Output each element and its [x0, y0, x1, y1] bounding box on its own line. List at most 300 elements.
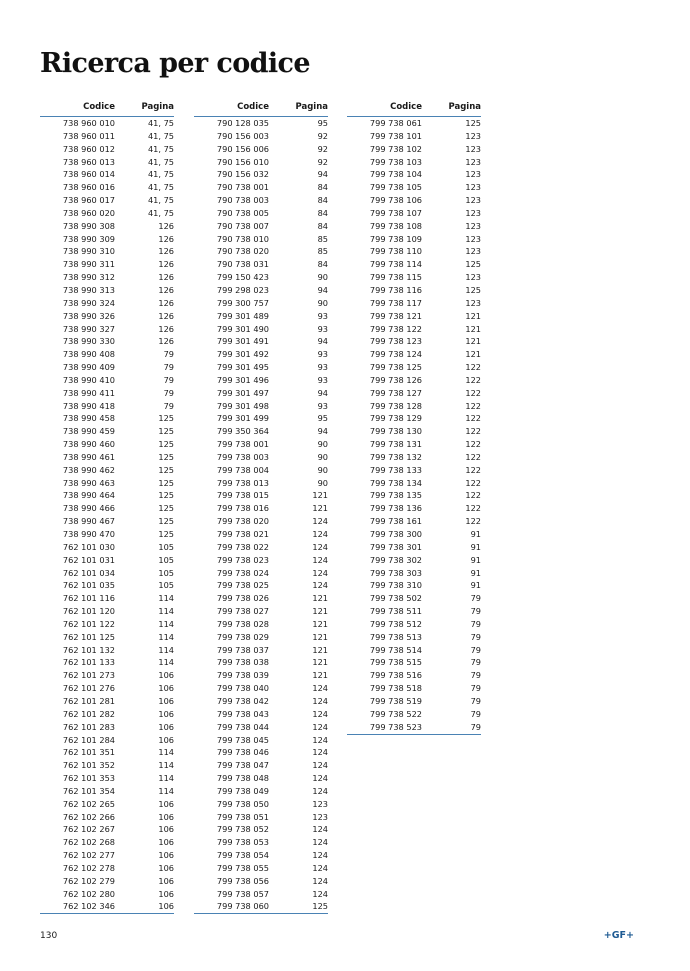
page-ref: 123: [465, 156, 481, 167]
article-code: 738 990 313: [62, 284, 115, 295]
page-ref: 79: [470, 593, 481, 604]
article-code: 799 738 027: [216, 606, 269, 617]
index-row: [194, 567, 328, 580]
article-code: 738 990 411: [62, 387, 115, 398]
page-ref: 123: [465, 182, 481, 193]
article-code: 738 990 458: [62, 413, 115, 424]
index-row: [40, 759, 174, 772]
article-code: 799 738 026: [216, 593, 269, 604]
article-code: 799 738 020: [216, 516, 269, 527]
index-row: [347, 412, 481, 425]
article-code: 738 990 309: [62, 233, 115, 244]
page-ref: 114: [158, 593, 174, 604]
article-code: 799 738 303: [369, 567, 422, 578]
index-row: [40, 412, 174, 425]
article-code: 762 102 346: [62, 901, 115, 912]
page-ref: 122: [465, 374, 481, 385]
article-code: 799 738 515: [369, 657, 422, 668]
page-ref: 79: [470, 721, 481, 732]
page-ref: 124: [312, 541, 328, 552]
article-code: 762 101 034: [62, 567, 115, 578]
page-ref: 41, 75: [147, 118, 174, 128]
index-row: [194, 220, 328, 233]
page-ref: 106: [158, 734, 174, 745]
article-code: 799 738 054: [216, 850, 269, 861]
page-ref: 122: [465, 400, 481, 411]
article-code: 799 738 048: [216, 773, 269, 784]
article-code: 790 738 003: [216, 195, 269, 206]
article-code: 799 738 024: [216, 567, 269, 578]
article-code: 799 738 110: [369, 246, 422, 257]
page-ref: 84: [317, 220, 328, 231]
article-code: 799 738 023: [216, 554, 269, 565]
index-row: [194, 168, 328, 181]
index-row: [40, 541, 174, 554]
page-ref: 121: [465, 310, 481, 321]
index-row: [347, 348, 481, 361]
article-code: 738 990 466: [62, 503, 115, 514]
article-code: 799 738 029: [216, 631, 269, 642]
index-row: [194, 310, 328, 323]
column-header: [40, 99, 174, 117]
index-row: [40, 323, 174, 336]
page-ref: 93: [317, 323, 328, 334]
article-code: 738 990 409: [62, 362, 115, 373]
page-ref: 124: [312, 529, 328, 539]
index-row: [347, 489, 481, 502]
article-code: 799 738 512: [369, 618, 422, 629]
page-ref: 123: [465, 130, 481, 141]
index-row: [194, 875, 328, 888]
page-ref: 114: [158, 606, 174, 617]
page-title: Ricerca per codice: [40, 48, 310, 79]
index-row: [347, 271, 481, 284]
page-ref: 126: [158, 336, 174, 347]
index-row: [40, 502, 174, 515]
page-ref: 79: [470, 606, 481, 617]
article-code: 799 738 134: [369, 477, 422, 488]
page-ref: 106: [158, 901, 174, 912]
article-code: 799 738 060: [216, 901, 269, 912]
article-code: 799 738 125: [369, 362, 422, 373]
page-ref: 84: [317, 207, 328, 218]
index-row: [194, 323, 328, 336]
index-row: [194, 284, 328, 297]
page-number: 130: [40, 931, 58, 941]
page-ref: 124: [312, 683, 328, 694]
index-column-1: [40, 99, 174, 914]
page-ref: 126: [158, 284, 174, 295]
article-code: 799 738 502: [369, 593, 422, 604]
index-row: [40, 297, 174, 310]
page-ref: 122: [465, 464, 481, 475]
index-row: [40, 438, 174, 451]
article-code: 799 738 038: [216, 657, 269, 668]
page-ref: 124: [312, 734, 328, 745]
index-row: [40, 348, 174, 361]
page-ref: 106: [158, 721, 174, 732]
page-ref: 124: [312, 888, 328, 899]
index-row: [40, 734, 174, 747]
article-code: 799 738 114: [369, 259, 422, 270]
index-row: [194, 528, 328, 541]
page-ref: 123: [465, 233, 481, 244]
article-code: 738 960 017: [62, 195, 115, 206]
index-row: [194, 464, 328, 477]
article-code: 799 738 511: [369, 606, 422, 617]
page-ref: 105: [158, 580, 174, 591]
index-row: [40, 400, 174, 413]
page-ref: 85: [317, 246, 328, 257]
index-row: [40, 233, 174, 246]
index-row: [194, 194, 328, 207]
page-ref: 124: [312, 875, 328, 886]
article-code: 738 990 310: [62, 246, 115, 257]
page-ref: 114: [158, 631, 174, 642]
page-ref: 90: [317, 439, 328, 450]
page-ref: 106: [158, 683, 174, 694]
column-header: [194, 99, 328, 117]
index-row: [347, 310, 481, 323]
page-ref: 125: [158, 516, 174, 527]
page-ref: 94: [317, 284, 328, 295]
page-ref: 123: [312, 811, 328, 822]
page-ref: 79: [163, 387, 174, 398]
article-code: 799 738 055: [216, 862, 269, 873]
page-ref: 126: [158, 259, 174, 270]
index-row: [347, 361, 481, 374]
article-code: 762 101 353: [62, 773, 115, 784]
index-row: [194, 823, 328, 836]
page-ref: 106: [158, 695, 174, 706]
page-ref: 125: [158, 413, 174, 424]
article-code: 799 738 022: [216, 541, 269, 552]
gf-logo: +GF+: [603, 930, 634, 941]
page-ref: 122: [465, 362, 481, 373]
article-code: 799 738 519: [369, 695, 422, 706]
article-code: 790 738 005: [216, 207, 269, 218]
page-ref: 94: [317, 426, 328, 437]
article-code: 762 101 284: [62, 734, 115, 745]
article-code: 738 990 408: [62, 349, 115, 360]
page-ref: 121: [465, 323, 481, 334]
article-code: 799 738 124: [369, 349, 422, 360]
article-code: 799 738 128: [369, 400, 422, 411]
index-row: [194, 245, 328, 258]
index-row: [194, 117, 328, 130]
page-ref: 79: [163, 362, 174, 373]
page-ref: 94: [317, 336, 328, 347]
article-code: 799 738 040: [216, 683, 269, 694]
article-code: 762 101 125: [62, 631, 115, 642]
index-row: [40, 271, 174, 284]
index-row: [40, 387, 174, 400]
index-rows: [347, 117, 481, 735]
article-code: 799 738 523: [369, 721, 422, 732]
index-row: [194, 541, 328, 554]
page-ref: 124: [312, 862, 328, 873]
index-row: [194, 554, 328, 567]
page-ref: 125: [158, 477, 174, 488]
article-code: 738 960 016: [62, 182, 115, 193]
page-ref: 125: [158, 451, 174, 462]
page-ref: 125: [158, 529, 174, 539]
article-code: 790 156 032: [216, 169, 269, 180]
index-row: [347, 631, 481, 644]
page-ref: 91: [470, 580, 481, 591]
article-code: 799 738 109: [369, 233, 422, 244]
index-rows: [40, 117, 174, 914]
article-code: 799 738 061: [369, 118, 422, 128]
page-ref: 41, 75: [147, 207, 174, 218]
page-ref: 105: [158, 567, 174, 578]
article-code: 738 990 311: [62, 259, 115, 270]
article-code: 738 990 410: [62, 374, 115, 385]
index-row: [347, 618, 481, 631]
index-row: [194, 721, 328, 734]
index-row: [40, 194, 174, 207]
page-ref: 126: [158, 220, 174, 231]
index-row: [40, 644, 174, 657]
index-row: [40, 811, 174, 824]
index-row: [40, 335, 174, 348]
page-ref: 41, 75: [147, 169, 174, 180]
page-ref: 79: [163, 400, 174, 411]
page-ref: 121: [312, 657, 328, 668]
article-code: 799 738 103: [369, 156, 422, 167]
page-ref: 125: [158, 464, 174, 475]
page-ref: 124: [312, 785, 328, 796]
page-ref: 92: [317, 143, 328, 154]
page-ref: 124: [312, 773, 328, 784]
article-code: 762 101 281: [62, 695, 115, 706]
page-ref: 121: [312, 593, 328, 604]
article-code: 790 738 001: [216, 182, 269, 193]
page-ref: 114: [158, 618, 174, 629]
article-code: 799 738 042: [216, 695, 269, 706]
page-ref: 114: [158, 747, 174, 758]
page-ref: 124: [312, 580, 328, 591]
page-ref: 41, 75: [147, 156, 174, 167]
article-code: 762 101 116: [62, 593, 115, 604]
index-row: [194, 900, 328, 914]
index-row: [194, 798, 328, 811]
article-code: 738 960 013: [62, 156, 115, 167]
page-ref: 124: [312, 695, 328, 706]
article-code: 799 738 300: [369, 529, 422, 539]
page-ref: 84: [317, 195, 328, 206]
article-code: 799 738 052: [216, 824, 269, 835]
article-code: 799 738 132: [369, 451, 422, 462]
page-ref: 126: [158, 323, 174, 334]
article-code: 799 738 516: [369, 670, 422, 681]
article-code: 738 990 464: [62, 490, 115, 501]
page-ref: 123: [465, 195, 481, 206]
page-ref: 125: [465, 259, 481, 270]
index-row: [40, 515, 174, 528]
index-row: [194, 412, 328, 425]
index-row: [194, 438, 328, 451]
index-row: [40, 669, 174, 682]
article-code: 762 101 035: [62, 580, 115, 591]
index-row: [347, 669, 481, 682]
article-code: 799 738 104: [369, 169, 422, 180]
page-ref: 106: [158, 824, 174, 835]
page-ref: 122: [465, 387, 481, 398]
article-code: 762 101 133: [62, 657, 115, 668]
index-row: [347, 708, 481, 721]
article-code: 799 738 108: [369, 220, 422, 231]
index-row: [194, 644, 328, 657]
code-header: Codice: [237, 102, 269, 112]
page-ref: 125: [158, 503, 174, 514]
article-code: 799 738 131: [369, 439, 422, 450]
page-ref: 106: [158, 670, 174, 681]
index-row: [194, 156, 328, 169]
page-ref: 41, 75: [147, 143, 174, 154]
article-code: 799 738 107: [369, 207, 422, 218]
index-row: [40, 823, 174, 836]
index-row: [40, 554, 174, 567]
article-code: 738 990 463: [62, 477, 115, 488]
index-row: [40, 746, 174, 759]
article-code: 738 990 459: [62, 426, 115, 437]
article-code: 799 350 364: [216, 426, 269, 437]
page-ref: 106: [158, 850, 174, 861]
index-row: [194, 836, 328, 849]
page-ref: 122: [465, 490, 481, 501]
page-ref: 122: [465, 439, 481, 450]
index-row: [347, 220, 481, 233]
article-code: 790 738 031: [216, 259, 269, 270]
article-code: 799 738 015: [216, 490, 269, 501]
index-row: [40, 875, 174, 888]
article-code: 799 738 122: [369, 323, 422, 334]
page-ref: 122: [465, 426, 481, 437]
index-row: [347, 194, 481, 207]
index-row: [347, 117, 481, 130]
page-ref: 121: [312, 631, 328, 642]
article-code: 799 301 491: [216, 336, 269, 347]
page-ref: 91: [470, 554, 481, 565]
article-code: 799 738 136: [369, 503, 422, 514]
page-ref: 90: [317, 477, 328, 488]
article-code: 762 101 132: [62, 644, 115, 655]
index-row: [40, 181, 174, 194]
page-ref: 122: [465, 516, 481, 527]
article-code: 799 738 004: [216, 464, 269, 475]
index-row: [40, 721, 174, 734]
page-ref: 93: [317, 362, 328, 373]
page-header: Pagina: [295, 102, 328, 112]
article-code: 799 738 129: [369, 413, 422, 424]
index-row: [40, 451, 174, 464]
article-code: 799 738 046: [216, 747, 269, 758]
page-header: Pagina: [141, 102, 174, 112]
page-ref: 124: [312, 721, 328, 732]
index-row: [194, 400, 328, 413]
page-ref: 123: [465, 169, 481, 180]
index-row: [40, 900, 174, 914]
article-code: 762 102 266: [62, 811, 115, 822]
index-row: [40, 361, 174, 374]
page-ref: 122: [465, 503, 481, 514]
index-row: [347, 156, 481, 169]
index-row: [194, 772, 328, 785]
page-ref: 123: [465, 297, 481, 308]
page-ref: 79: [163, 374, 174, 385]
index-row: [40, 143, 174, 156]
article-code: 738 990 462: [62, 464, 115, 475]
index-row: [40, 528, 174, 541]
article-code: 799 738 001: [216, 439, 269, 450]
index-row: [40, 425, 174, 438]
article-code: 799 738 003: [216, 451, 269, 462]
index-row: [40, 477, 174, 490]
article-code: 762 101 351: [62, 747, 115, 758]
page-ref: 105: [158, 554, 174, 565]
index-row: [40, 605, 174, 618]
page-ref: 124: [312, 708, 328, 719]
index-row: [40, 695, 174, 708]
page-ref: 122: [465, 413, 481, 424]
article-code: 762 101 031: [62, 554, 115, 565]
page-ref: 93: [317, 349, 328, 360]
code-header: Codice: [390, 102, 422, 112]
index-row: [347, 297, 481, 310]
index-row: [40, 489, 174, 502]
article-code: 762 101 352: [62, 760, 115, 771]
index-row: [194, 477, 328, 490]
index-row: [347, 168, 481, 181]
index-row: [194, 425, 328, 438]
page-ref: 121: [465, 349, 481, 360]
index-row: [194, 811, 328, 824]
article-code: 790 156 010: [216, 156, 269, 167]
page-ref: 79: [470, 683, 481, 694]
index-row: [194, 348, 328, 361]
article-code: 799 301 499: [216, 413, 269, 424]
page-ref: 79: [470, 618, 481, 629]
article-code: 799 738 130: [369, 426, 422, 437]
page-ref: 125: [158, 490, 174, 501]
page-ref: 91: [470, 567, 481, 578]
index-row: [347, 656, 481, 669]
page-ref: 125: [312, 901, 328, 912]
page-ref: 90: [317, 451, 328, 462]
article-code: 799 738 310: [369, 580, 422, 591]
index-row: [194, 695, 328, 708]
index-row: [194, 708, 328, 721]
article-code: 738 990 312: [62, 272, 115, 283]
article-code: 738 990 470: [62, 529, 115, 539]
article-code: 762 101 283: [62, 721, 115, 732]
page-ref: 94: [317, 387, 328, 398]
article-code: 799 738 049: [216, 785, 269, 796]
article-code: 799 738 039: [216, 670, 269, 681]
page-ref: 121: [312, 644, 328, 655]
index-row: [194, 579, 328, 592]
index-rows: [194, 117, 328, 914]
page-ref: 114: [158, 773, 174, 784]
page-ref: 126: [158, 233, 174, 244]
index-row: [40, 579, 174, 592]
article-code: 799 738 021: [216, 529, 269, 539]
article-code: 762 102 277: [62, 850, 115, 861]
index-row: [40, 130, 174, 143]
index-row: [40, 772, 174, 785]
article-code: 799 738 051: [216, 811, 269, 822]
